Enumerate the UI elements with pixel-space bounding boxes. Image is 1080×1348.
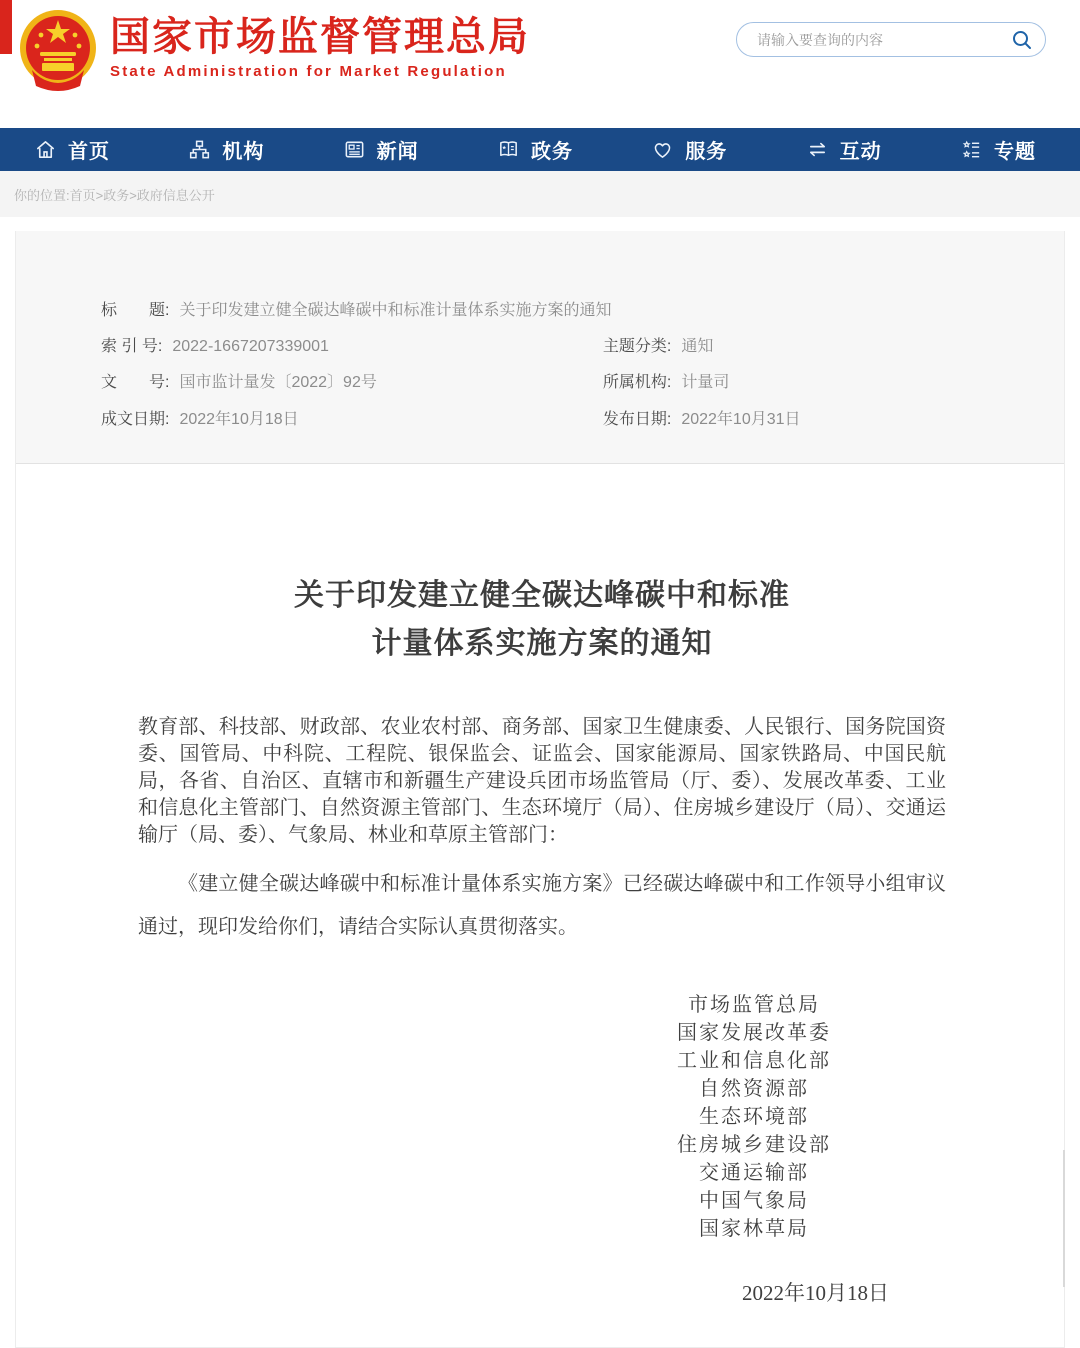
content-container (15, 231, 1065, 1348)
nav-label: 政务 (530, 141, 573, 163)
meta-index-label: 索 引 号: (101, 338, 163, 356)
meta-agency-label: 所属机构: (602, 374, 672, 392)
red-corner-strip (0, 0, 12, 54)
site-title: 国家市场监督管理总局 (110, 15, 530, 59)
meta-publish-date-value: 2022年10月31日 (681, 410, 801, 428)
meta-index-value: 2022-1667207339001 (172, 338, 329, 356)
document-title (138, 572, 946, 668)
signature-line: 生态环境部 (699, 1105, 809, 1128)
meta-row (16, 373, 1064, 392)
signature-line: 自然资源部 (699, 1077, 809, 1100)
nav-label: 新闻 (376, 141, 419, 163)
meta-docno-label: 文 号: (101, 374, 170, 392)
meta-category-label: 主题分类: (602, 338, 672, 356)
meta-written-date-label: 成文日期: (101, 410, 170, 428)
meta-agency-value: 计量司 (681, 374, 730, 392)
nav-label: 专题 (993, 141, 1036, 163)
signature-line: 市场监管总局 (688, 993, 820, 1016)
meta-docno-value: 国市监计量发〔2022〕92号 (179, 374, 377, 392)
nav-label: 互动 (839, 141, 882, 163)
meta-title-value: 关于印发建立健全碳达峰碳中和标准计量体系实施方案的通知 (179, 302, 612, 319)
document-body-panel (16, 464, 1064, 1347)
search-box[interactable] (736, 22, 1046, 57)
document-title-line1: 关于印发建立健全碳达峰碳中和标准 (294, 578, 790, 612)
document-date: 2022年10月18日 (742, 1280, 889, 1305)
meta-written-date-value: 2022年10月18日 (179, 410, 299, 428)
sitemap-icon (188, 138, 211, 161)
swap-arrows-icon (806, 138, 829, 161)
signature-line: 中国气象局 (699, 1189, 809, 1212)
heart-icon (651, 138, 674, 161)
star-list-icon (960, 138, 983, 161)
news-icon (343, 138, 366, 161)
document-meta-panel (16, 231, 1064, 464)
meta-title-label: 标 题: (101, 302, 170, 319)
home-icon (34, 138, 57, 161)
meta-row (16, 337, 1064, 356)
nav-item-services[interactable] (651, 135, 727, 164)
main-nav (0, 128, 1080, 171)
gov-book-icon (497, 138, 520, 161)
document-paragraph-main: 《建立健全碳达峰碳中和标准计量体系实施方案》已经碳达峰碳中和工作领导小组审议通过，现印发给你们，请结合实际认真贯彻落实。 (138, 872, 946, 938)
nav-item-org[interactable] (188, 135, 264, 164)
meta-category-value: 通知 (681, 338, 714, 356)
nav-item-topics[interactable] (960, 135, 1036, 164)
nav-item-gov[interactable] (497, 135, 573, 164)
search-icon[interactable] (1011, 29, 1033, 51)
site-header (0, 0, 1080, 128)
search-input[interactable] (755, 31, 1011, 49)
nav-item-news[interactable] (343, 135, 419, 164)
breadcrumb-text[interactable]: 你的位置:首页>政务>政府信息公开 (14, 187, 215, 203)
scrollbar[interactable] (1063, 1150, 1065, 1287)
breadcrumb (0, 171, 1080, 217)
document-paragraph-recipients: 教育部、科技部、财政部、农业农村部、商务部、国家卫生健康委、人民银行、国务院国资委、国管局、中科院、工程院、银保监会、证监会、国家能源局、国家铁路局、中国民航局，各省、自治区、直辖市和新疆生产建设兵团市场监管局（厅、委）、发展改革委、工业和信息化主管部门、自然资源主管部门、生态环境厅（局）、住房城乡建设厅（局）、交通运输厅（局、委）、气象局、林业和草原主管部门： (138, 715, 946, 846)
meta-row-title (16, 301, 1064, 320)
document-title-line2: 计量体系实施方案的通知 (371, 626, 713, 660)
nav-label: 首页 (68, 141, 110, 163)
signature-block (619, 991, 889, 1243)
nav-label: 服务 (685, 141, 728, 163)
national-emblem-logo (18, 8, 98, 92)
site-subtitle: State Administration for Market Regulation (110, 63, 507, 80)
meta-row (16, 410, 1064, 429)
signature-line: 住房城乡建设部 (677, 1133, 831, 1156)
meta-publish-date-label: 发布日期: (602, 410, 672, 428)
nav-label: 机构 (222, 141, 265, 163)
signature-line: 交通运输部 (699, 1161, 809, 1184)
signature-line: 国家发展改革委 (677, 1021, 831, 1044)
nav-item-home[interactable] (34, 135, 110, 164)
signature-line: 国家林草局 (699, 1217, 809, 1240)
nav-item-interact[interactable] (806, 135, 882, 164)
signature-line: 工业和信息化部 (677, 1049, 831, 1072)
